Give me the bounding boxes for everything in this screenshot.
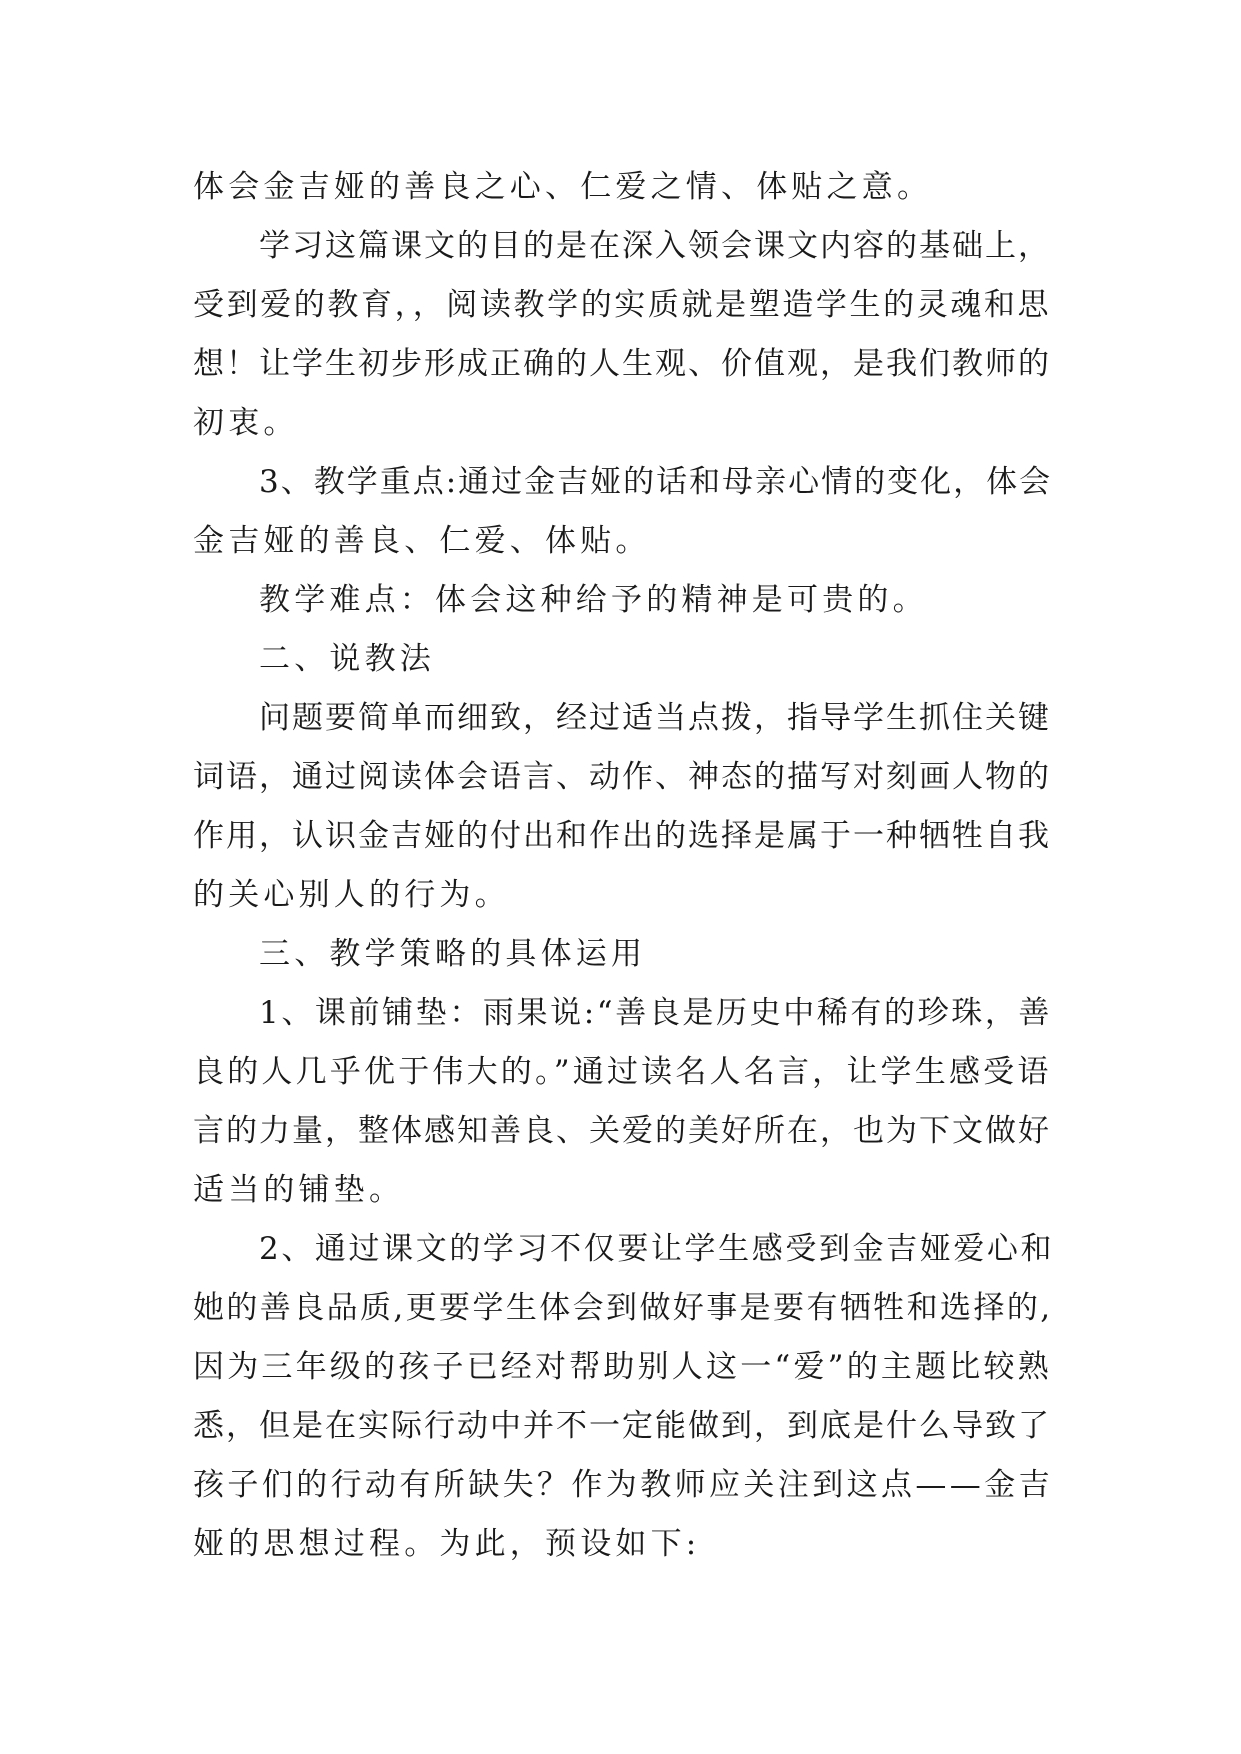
text-line: 初衷。 [193, 405, 299, 441]
document-body [193, 158, 1053, 1574]
paragraph-line: 问题要简单而细致，经过适当点拨，指导学生抓住关键 [259, 700, 1051, 736]
text-line: 体会金吉娅的善良之心、仁爱之情、体贴之意。 [193, 169, 933, 205]
text-line: 孩子们的行动有所缺失？作为教师应关注到这点——金吉 [193, 1467, 1053, 1503]
text-line: 想！让学生初步形成正确的人生观、价值观，是我们教师的 [193, 346, 1051, 382]
text-line: 受到爱的教育，，阅读教学的实质就是塑造学生的灵魂和思 [193, 287, 1052, 323]
paragraph-line: 教学难点：体会这种给予的精神是可贵的。 [259, 582, 928, 618]
text-line: 适当的铺垫。 [193, 1172, 405, 1208]
text-line: 金吉娅的善良、仁爱、体贴。 [193, 523, 651, 559]
text-line: 她的善良品质,更要学生体会到做好事是要有牺牲和选择的, [193, 1290, 1053, 1326]
section-heading: 二、说教法 [259, 641, 435, 677]
text-line: 因为三年级的孩子已经对帮助别人这一“爱”的主题比较熟 [193, 1349, 1052, 1385]
paragraph-line: 2、通过课文的学习不仅要让学生感受到金吉娅爱心和 [259, 1231, 1055, 1267]
section-heading: 三、教学策略的具体运用 [259, 936, 647, 972]
text-line: 娅的思想过程。为此，预设如下: [193, 1526, 701, 1562]
paragraph-line: 学习这篇课文的目的是在深入领会课文内容的基础上， [259, 228, 1051, 264]
text-line: 词语，通过阅读体会语言、动作、神态的描写对刻画人物的 [193, 759, 1051, 795]
text-line: 作用，认识金吉娅的付出和作出的选择是属于一种牺牲自我 [193, 818, 1051, 854]
text-line: 言的力量，整体感知善良、关爱的美好所在，也为下文做好 [193, 1113, 1051, 1149]
paragraph-line: 1、课前铺垫：雨果说:“善良是历史中稀有的珍珠，善 [259, 995, 1053, 1031]
paragraph-line: 3、教学重点:通过金吉娅的话和母亲心情的变化，体会 [259, 464, 1053, 500]
text-line: 良的人几乎优于伟大的。”通过读名人名言，让学生感受语 [193, 1054, 1052, 1090]
text-line: 悉，但是在实际行动中并不一定能做到，到底是什么导致了 [193, 1408, 1051, 1444]
text-line: 的关心别人的行为。 [193, 877, 510, 913]
